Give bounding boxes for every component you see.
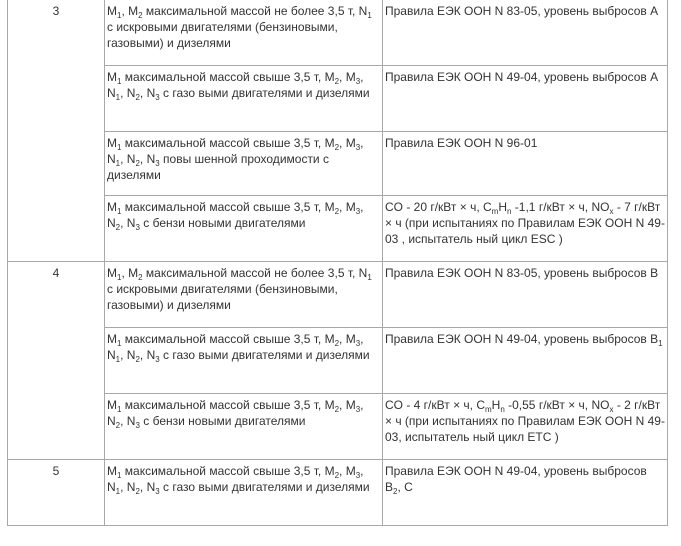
text-segment: , M (339, 332, 356, 346)
subscript-text: 3 (155, 93, 160, 102)
subscript-text: m (485, 405, 492, 414)
subscript-text: 3 (355, 405, 361, 414)
subscript-text: n (500, 405, 505, 414)
text-segment: -1,1 г/кВт × ч, NO (511, 200, 610, 214)
text-segment: Правила ЕЭК ООН N 49-04, уровень выбросов B (385, 332, 659, 346)
subscript-text: 2 (334, 77, 340, 86)
subscript-text: 2 (135, 487, 140, 496)
subscript-text: 1 (117, 11, 122, 20)
text-segment: , N (107, 398, 367, 428)
table-row (8, 196, 668, 262)
subscript-text: 2 (138, 11, 143, 20)
subscript-text: 3 (135, 421, 140, 430)
text-segment: максимальной массой свыше 3,5 т, M (121, 70, 335, 84)
text-segment: - 2 г/кВт × ч (при испытаниях по Правилам ЕЭК ООН N 49-03, испытатель ный цикл ETC ) (385, 398, 665, 444)
text-segment: Правила ЕЭК ООН N 83-05, уровень выбросов A (385, 4, 659, 18)
vehicle-category-cell (105, 66, 383, 132)
vehicle-category-cell (105, 0, 383, 66)
emission-norm-cell (383, 196, 668, 262)
emission-norm-cell (383, 328, 668, 394)
text-segment: M (107, 266, 117, 280)
text-segment: CO - 4 г/кВт × ч, C (385, 398, 485, 412)
vehicle-category-cell (105, 328, 383, 394)
text-segment: M (107, 4, 117, 18)
vehicle-category-cell (105, 394, 383, 460)
subscript-text: 2 (138, 273, 143, 282)
subscript-text: 2 (334, 143, 340, 152)
text-segment: с газо выми двигателями и дизелями (159, 86, 370, 100)
text-segment: M (107, 464, 117, 478)
subscript-text: 1 (367, 273, 372, 282)
text-segment: , M (339, 70, 356, 84)
subscript-text: m (491, 207, 499, 216)
subscript-text: 3 (355, 77, 361, 86)
subscript-text: 2 (135, 93, 140, 102)
text-segment: , N (107, 70, 367, 100)
subscript-text: 1 (117, 471, 122, 480)
text-segment: с газо выми двигателями и дизелями (159, 480, 370, 494)
text-segment: максимальной массой не более 3,5 т, N (142, 266, 368, 280)
text-segment: , N (107, 332, 367, 362)
subscript-text: 2 (334, 339, 340, 348)
subscript-text: 2 (334, 405, 340, 414)
text-segment: повы шенной проходимости с дизелями (107, 152, 333, 182)
text-segment: , M (339, 398, 356, 412)
subscript-text: 2 (135, 159, 140, 168)
text-segment: CO - 20 г/кВт × ч, C (385, 200, 492, 214)
subscript-text: 1 (115, 355, 121, 364)
table-row (8, 262, 668, 328)
text-segment: M (107, 332, 117, 346)
text-segment: Правила ЕЭК ООН N 96-01 (385, 136, 538, 150)
subscript-text: 2 (135, 355, 140, 364)
subscript-text: x (609, 207, 614, 216)
subscript-text: 1 (117, 339, 122, 348)
vehicle-category-cell (105, 132, 383, 196)
subscript-text: 2 (334, 471, 340, 480)
subscript-text: x (609, 405, 614, 414)
text-segment: -0,55 г/кВт × ч, NO (504, 398, 610, 412)
emission-norm-cell (383, 394, 668, 460)
table-row (8, 66, 668, 132)
text-segment: , N (120, 86, 136, 100)
text-segment: M (107, 398, 117, 412)
text-segment: M (107, 70, 117, 84)
text-segment: максимальной массой свыше 3,5 т, M (121, 200, 335, 214)
text-segment: M (107, 200, 117, 214)
text-segment: с газо выми двигателями и дизелями (159, 348, 370, 362)
row-number-cell: 5 (8, 460, 105, 526)
vehicle-category-cell (105, 196, 383, 262)
text-segment: , M (121, 266, 139, 280)
table-row (8, 0, 668, 66)
subscript-text: 1 (115, 159, 121, 168)
table-row (8, 328, 668, 394)
subscript-text: 3 (355, 143, 361, 152)
subscript-text: 1 (115, 487, 121, 496)
text-segment: с искровыми двигателями (бензиновыми, газовыми) и дизелями (107, 266, 376, 312)
text-segment: максимальной массой свыше 3,5 т, M (121, 332, 335, 346)
text-segment: с бензи новыми двигателями (139, 414, 306, 428)
table-row (8, 460, 668, 526)
table-row (8, 394, 668, 460)
text-segment: , N (107, 200, 367, 230)
text-segment: , N (139, 348, 156, 362)
subscript-text: 2 (334, 207, 340, 216)
subscript-text: 1 (117, 143, 122, 152)
row-number-cell: 4 (8, 262, 105, 460)
subscript-text: 3 (135, 223, 140, 232)
text-segment: с искровыми двигателями (бензиновыми, газовыми) и дизелями (107, 4, 376, 50)
subscript-text: 3 (355, 471, 361, 480)
text-segment: максимальной массой свыше 3,5 т, M (121, 464, 335, 478)
subscript-text: 1 (117, 273, 122, 282)
text-segment: , N (107, 464, 367, 494)
text-segment: , N (139, 152, 156, 166)
vehicle-category-cell (105, 262, 383, 328)
text-segment: , N (120, 216, 136, 230)
subscript-text: 3 (155, 487, 160, 496)
text-segment: , M (339, 464, 356, 478)
text-segment: - 7 г/кВт × ч (при испытаниях по Правилам ЕЭК ООН N 49-03 , испытатель ный цикл ESC ) (385, 200, 665, 246)
subscript-text: 1 (117, 405, 122, 414)
text-segment: M (107, 136, 117, 150)
subscript-text: 1 (658, 339, 663, 348)
subscript-text: 3 (355, 339, 361, 348)
text-segment: , M (339, 136, 356, 150)
emission-norm-cell (383, 262, 668, 328)
text-segment: Правила ЕЭК ООН N 49-04, уровень выбросов A (385, 70, 659, 84)
subscript-text: 2 (393, 487, 398, 496)
subscript-text: 1 (367, 11, 372, 20)
text-segment: , N (120, 414, 136, 428)
table-row (8, 132, 668, 196)
emission-norm-cell (383, 132, 668, 196)
emission-norm-cell (383, 0, 668, 66)
subscript-text: n (507, 207, 512, 216)
text-segment: , N (120, 152, 136, 166)
emission-standards-table (7, 0, 668, 526)
subscript-text: 3 (355, 207, 361, 216)
text-segment: , M (121, 4, 139, 18)
text-segment: Правила ЕЭК ООН N 83-05, уровень выбросов B (385, 266, 659, 280)
text-segment: , N (120, 480, 136, 494)
text-segment: максимальной массой не более 3,5 т, N (142, 4, 368, 18)
text-segment: максимальной массой свыше 3,5 т, M (121, 398, 335, 412)
text-segment: , N (139, 86, 156, 100)
text-segment: , N (120, 348, 136, 362)
emission-norm-cell (383, 66, 668, 132)
text-segment: , C (397, 480, 413, 494)
text-segment: максимальной массой свыше 3,5 т, M (121, 136, 335, 150)
subscript-text: 2 (115, 421, 121, 430)
text-segment: , N (139, 480, 156, 494)
subscript-text: 3 (155, 159, 160, 168)
subscript-text: 3 (155, 355, 160, 364)
table-body (8, 0, 668, 526)
subscript-text: 1 (117, 77, 122, 86)
text-segment: H (491, 398, 501, 412)
text-segment: H (498, 200, 508, 214)
text-segment: Правила ЕЭК ООН N 49-04, уровень выбросов B (385, 464, 651, 494)
subscript-text: 2 (115, 223, 121, 232)
row-number-cell: 3 (8, 0, 105, 262)
vehicle-category-cell (105, 460, 383, 526)
subscript-text: 1 (117, 207, 122, 216)
emission-norm-cell (383, 460, 668, 526)
text-segment: , N (107, 136, 367, 166)
text-segment: , M (339, 200, 356, 214)
subscript-text: 1 (115, 93, 121, 102)
text-segment: с бензи новыми двигателями (139, 216, 306, 230)
